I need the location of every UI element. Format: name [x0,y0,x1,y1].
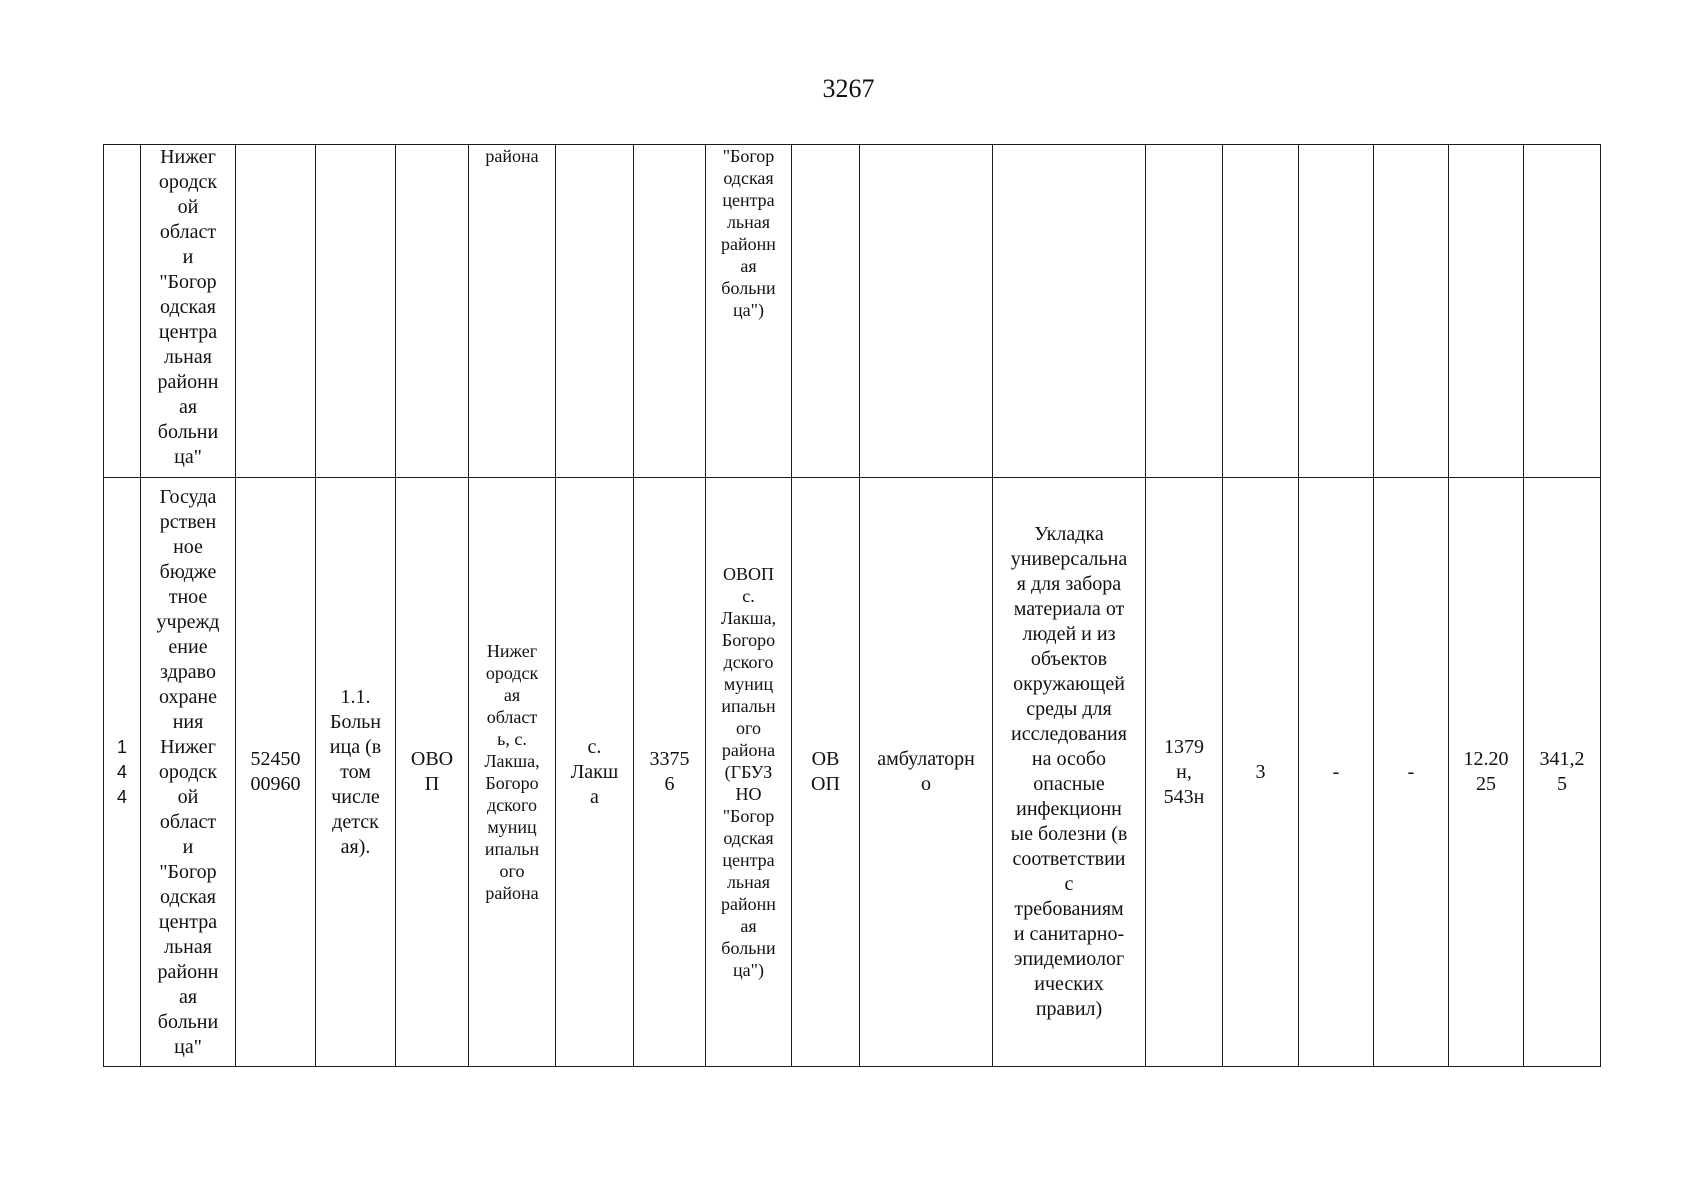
page-number: 3267 [822,74,875,103]
cell-quantity [1223,145,1299,478]
cell-unit: 1.1. Больн ица (в том числе детск ая). [316,478,396,1067]
cell-order: 1379 н, 543н [1146,478,1223,1067]
cell-equipment: Укладка универсальна я для забора материала от людей и из объектов окружающей среды для исследования на особо опасные инфекционн ые болезни (в соответствии с требованиям и санитарно- эпидемиолог ических правил) [993,478,1146,1067]
cell-abbr [792,145,860,478]
cell-equipment [993,145,1146,478]
cell-col16: - [1374,478,1449,1067]
cell-locality [556,145,634,478]
cell-address: Нижег ородск ая област ь, с. Лакша, Богоро дского муниц ипальн ого района [469,478,556,1067]
cell-col16 [1374,145,1449,478]
cell-date: 12.20 25 [1449,478,1524,1067]
cell-sum: 341,2 5 [1524,478,1601,1067]
cell-order [1146,145,1223,478]
table-row [104,478,1601,1067]
cell-address: района [469,145,556,478]
cell-organization: Госуда рствен ное бюдже тное учрежд ение здраво охране ния Нижег ородск ой област и "Богор одская центра льная районн ая больни ца" [141,478,236,1067]
cell-col15: - [1299,478,1374,1067]
cell-type [396,145,469,478]
cell-subdivision: ОВОП с. Лакша, Богоро дского муниц ипальн ого района (ГБУЗ НО "Богор одская центра льная районн ая больни ца") [706,478,792,1067]
cell-number [104,145,141,478]
cell-zip: 3375 6 [634,478,706,1067]
cell-locality: с. Лакш а [556,478,634,1067]
cell-sum [1524,145,1601,478]
cell-care: амбулаторн о [860,478,993,1067]
cell-unit [316,145,396,478]
cell-organization: Нижег ородск ой област и "Богор одская центра льная районн ая больни ца" [141,145,236,478]
cell-care [860,145,993,478]
cell-col15 [1299,145,1374,478]
cell-code [236,145,316,478]
table-row [104,145,1601,478]
register-table [103,144,1601,1067]
cell-abbr: ОВ ОП [792,478,860,1067]
cell-subdivision: "Богор одская центра льная районн ая больни ца") [706,145,792,478]
cell-number: 1 4 4 [104,478,141,1067]
cell-zip [634,145,706,478]
cell-quantity: 3 [1223,478,1299,1067]
cell-type: ОВО П [396,478,469,1067]
cell-code: 52450 00960 [236,478,316,1067]
cell-date [1449,145,1524,478]
